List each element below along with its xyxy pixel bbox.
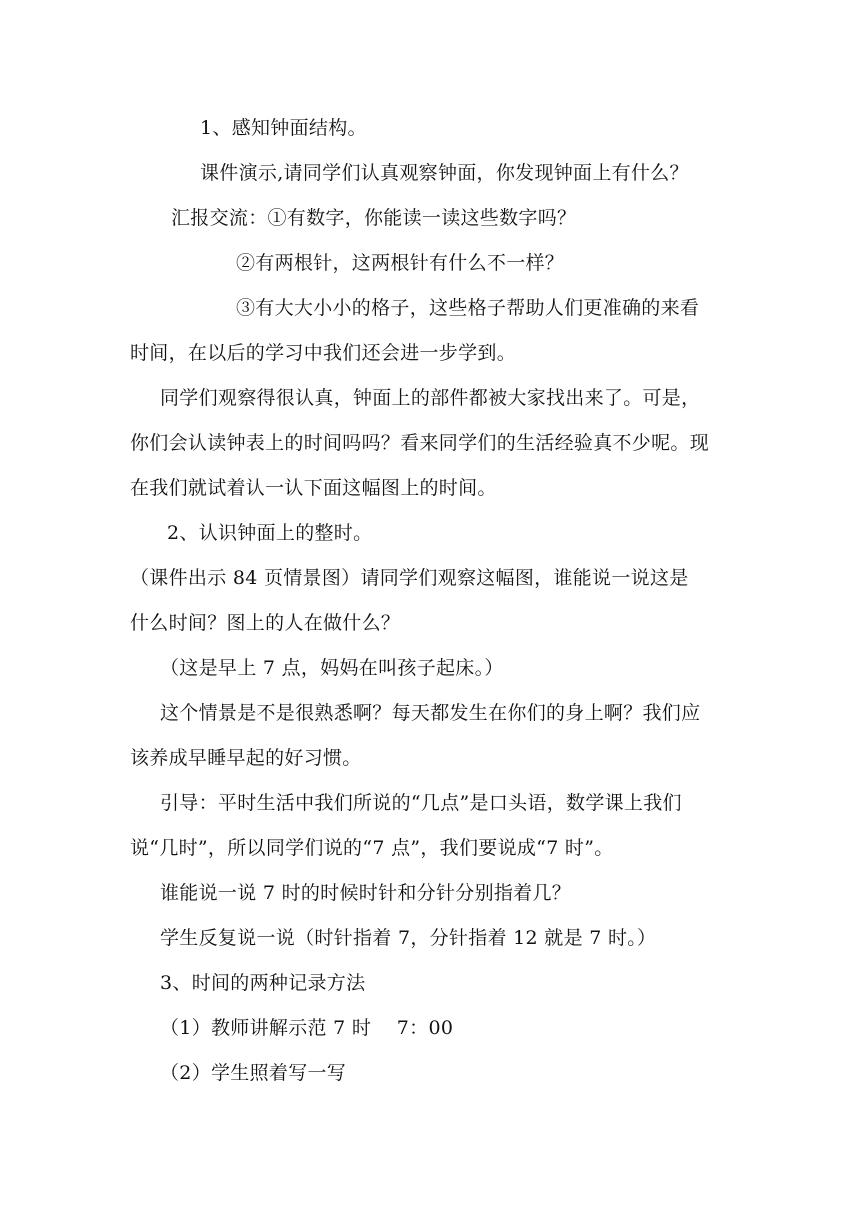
paragraph-line: 时间，在以后的学习中我们还会进一步学到。 (130, 342, 517, 364)
paragraph-line: 在我们就试着认一认下面这幅图上的时间。 (130, 477, 497, 499)
paragraph-line: （1）教师讲解示范 7 时 7：00 (160, 1017, 454, 1039)
paragraph-line: 这个情景是不是很熟悉啊？每天都发生在你们的身上啊？我们应 (160, 702, 701, 724)
paragraph-line: 课件演示,请同学们认真观察钟面，你发现钟面上有什么？ (200, 162, 689, 184)
paragraph-line: 说“几时”，所以同学们说的“7 点”，我们要说成“7 时”。 (130, 837, 614, 859)
paragraph-line: （2）学生照着写一写 (160, 1062, 347, 1084)
section-heading-whole-hours: 2、认识钟面上的整时。 (167, 522, 373, 544)
paragraph-line: （课件出示 84 页情景图）请同学们观察这幅图，谁能说一说这是 (130, 567, 689, 589)
section-heading-clock-structure: 1、感知钟面结构。 (200, 117, 367, 139)
paragraph-line: 该养成早睡早起的好习惯。 (130, 747, 362, 769)
paragraph-line: ②有两根针，这两根针有什么不一样？ (236, 252, 565, 274)
section-heading-recording-methods: 3、时间的两种记录方法 (160, 972, 366, 994)
paragraph-line: 你们会认读钟表上的时间吗吗？看来同学们的生活经验真不少呢。现 (130, 432, 710, 454)
paragraph-line: 引导：平时生活中我们所说的“几点”是口头语，数学课上我们 (160, 792, 682, 814)
paragraph-line: 同学们观察得很认真，钟面上的部件都被大家找出来了。可是， (160, 387, 701, 409)
paragraph-line: ③有大大小小的格子，这些格子帮助人们更准确的来看 (236, 297, 700, 319)
paragraph-line: 汇报交流：①有数字，你能读一读这些数字吗？ (171, 207, 577, 229)
paragraph-line: 什么时间？图上的人在做什么？ (130, 612, 401, 634)
paragraph-line: （这是早上 7 点，妈妈在叫孩子起床。） (160, 657, 504, 679)
paragraph-line: 学生反复说一说（时针指着 7，分针指着 12 就是 7 时。） (160, 927, 657, 949)
paragraph-line: 谁能说一说 7 时的时候时针和分针分别指着几？ (160, 882, 572, 904)
